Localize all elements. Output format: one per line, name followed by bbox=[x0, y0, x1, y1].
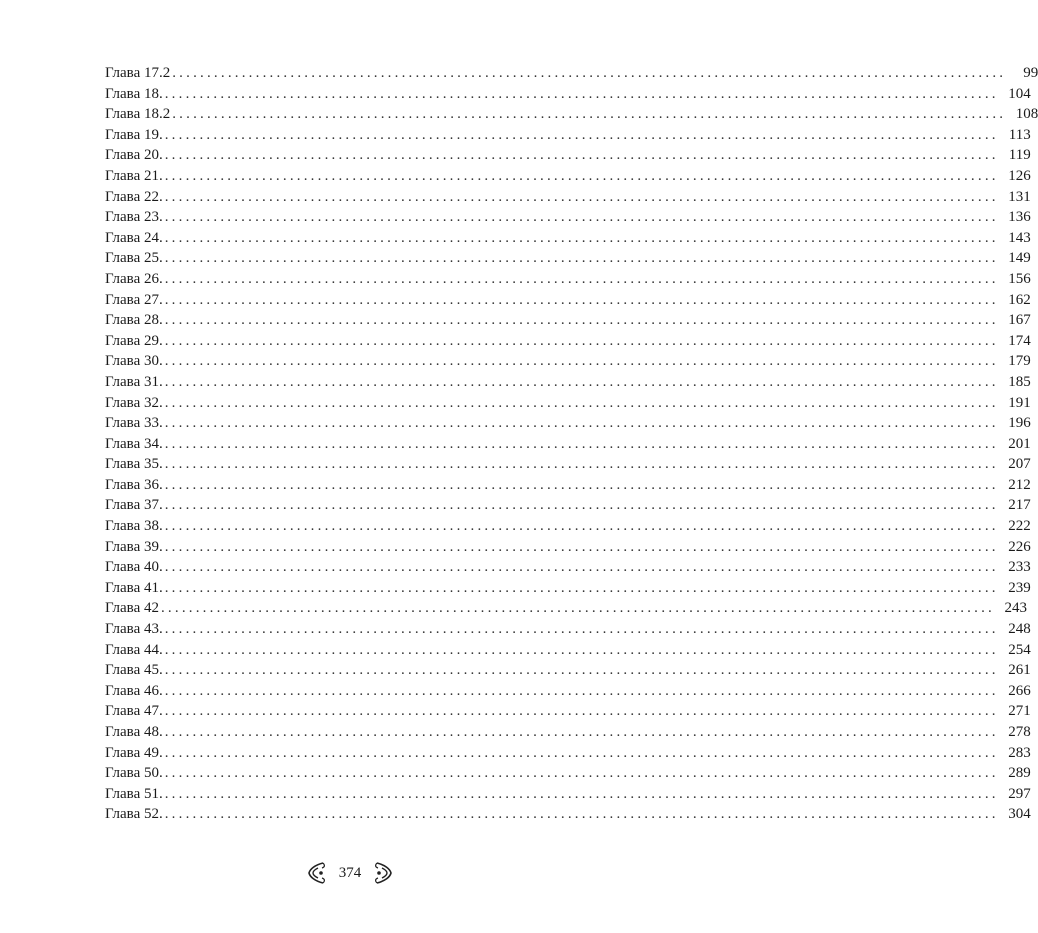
toc-entry[interactable] bbox=[105, 351, 1031, 372]
toc-entry-page-number: 113 bbox=[1008, 126, 1031, 143]
toc-entry[interactable] bbox=[105, 598, 1027, 619]
page-footer bbox=[0, 860, 700, 886]
toc-entry-page-number: 156 bbox=[1008, 270, 1031, 287]
dot-leader: ........................................................................................................................ bbox=[164, 394, 999, 411]
dot-leader: ........................................................................................................................ bbox=[164, 373, 999, 390]
toc-entry-title: Глава 33. bbox=[105, 415, 163, 432]
dot-leader: ........................................................................................................................ bbox=[164, 435, 999, 452]
dot-leader: ........................................................................................................................ bbox=[164, 621, 999, 638]
toc-entry-title: Глава 29. bbox=[105, 332, 163, 349]
toc-entry-page-number: 191 bbox=[1008, 394, 1031, 411]
toc-entry-title: Глава 36. bbox=[105, 476, 163, 493]
toc-entry[interactable] bbox=[105, 248, 1031, 269]
toc-entry-title: Глава 51. bbox=[105, 785, 163, 802]
toc-entry[interactable] bbox=[105, 166, 1031, 187]
dot-leader: ........................................................................................................................ bbox=[164, 229, 999, 246]
dot-leader: ........................................................................................................................ bbox=[164, 353, 999, 370]
dot-leader: ........................................................................................................................ bbox=[164, 147, 999, 164]
dot-leader: ........................................................................................................................ bbox=[172, 65, 1007, 81]
toc-entry-page-number: 174 bbox=[1008, 332, 1031, 349]
toc-entry-title: Глава 21. bbox=[105, 167, 163, 184]
toc-entry[interactable] bbox=[105, 207, 1031, 228]
left-ornament-icon bbox=[305, 860, 327, 886]
toc-entry-page-number: 266 bbox=[1008, 682, 1031, 699]
toc-entry-page-number: 185 bbox=[1008, 373, 1031, 390]
toc-entry[interactable] bbox=[105, 331, 1031, 352]
toc-entry-title: Глава 23. bbox=[105, 209, 163, 226]
toc-entry-title: Глава 44. bbox=[105, 641, 163, 658]
toc-entry-title: Глава 26. bbox=[105, 270, 163, 287]
dot-leader: ........................................................................................................................ bbox=[164, 332, 999, 349]
dot-leader: ........................................................................................................................ bbox=[164, 703, 999, 720]
toc-entry-title: Глава 42 bbox=[105, 600, 159, 617]
toc-entry[interactable] bbox=[105, 619, 1031, 640]
right-ornament-icon bbox=[373, 860, 395, 886]
toc-entry-title: Глава 38. bbox=[105, 518, 163, 535]
toc-entry[interactable] bbox=[105, 578, 1031, 599]
toc-entry[interactable] bbox=[105, 763, 1031, 784]
toc-entry-title: Глава 40. bbox=[105, 559, 163, 576]
dot-leader: ........................................................................................................................ bbox=[164, 188, 999, 205]
toc-entry[interactable] bbox=[105, 681, 1031, 702]
dot-leader: ........................................................................................................................ bbox=[164, 291, 999, 308]
toc-entry[interactable] bbox=[105, 537, 1031, 558]
toc-entry-page-number: 196 bbox=[1008, 415, 1031, 432]
table-of-contents bbox=[105, 63, 1038, 825]
dot-leader: ........................................................................................................................ bbox=[164, 806, 999, 823]
toc-entry[interactable] bbox=[105, 640, 1031, 661]
toc-entry[interactable] bbox=[105, 84, 1031, 105]
toc-entry[interactable] bbox=[105, 454, 1031, 475]
dot-leader: ........................................................................................................................ bbox=[164, 785, 999, 802]
toc-entry-page-number: 278 bbox=[1008, 724, 1031, 740]
toc-entry-title: Глава 18.2 bbox=[105, 106, 171, 123]
toc-entry-page-number: 283 bbox=[1008, 744, 1031, 761]
toc-entry[interactable] bbox=[105, 393, 1031, 414]
toc-entry-title: Глава 30. bbox=[105, 353, 163, 370]
toc-entry-page-number: 104 bbox=[1008, 85, 1031, 102]
toc-entry-page-number: 162 bbox=[1008, 291, 1031, 308]
dot-leader: ........................................................................................................................ bbox=[164, 744, 999, 761]
toc-entry-title: Глава 24. bbox=[105, 229, 163, 246]
toc-entry-title: Глава 39. bbox=[105, 538, 163, 555]
toc-entry[interactable] bbox=[105, 804, 1031, 825]
dot-leader: ........................................................................................................................ bbox=[164, 641, 999, 658]
toc-entry-title: Глава 48. bbox=[105, 724, 163, 740]
dot-leader: ........................................................................................................................ bbox=[164, 270, 999, 287]
dot-leader: ........................................................................................................................ bbox=[164, 765, 999, 782]
toc-entry[interactable] bbox=[105, 557, 1031, 578]
toc-entry-title: Глава 47. bbox=[105, 703, 163, 720]
toc-entry-title: Глава 18. bbox=[105, 85, 163, 102]
toc-entry-page-number: 136 bbox=[1008, 209, 1031, 226]
toc-entry-page-number: 254 bbox=[1008, 641, 1031, 658]
dot-leader: ........................................................................................................................ bbox=[164, 85, 999, 102]
toc-entry-page-number: 243 bbox=[1004, 600, 1027, 617]
toc-entry[interactable] bbox=[105, 784, 1031, 805]
toc-entry[interactable] bbox=[105, 701, 1031, 722]
dot-leader: ........................................................................................................................ bbox=[164, 724, 999, 740]
toc-entry-page-number: 207 bbox=[1008, 456, 1031, 473]
dot-leader: ........................................................................................................................ bbox=[164, 250, 999, 267]
toc-entry-title: Глава 50. bbox=[105, 765, 163, 782]
toc-entry[interactable] bbox=[105, 722, 1031, 743]
toc-entry-page-number: 167 bbox=[1008, 312, 1031, 329]
dot-leader: ........................................................................................................................ bbox=[164, 538, 999, 555]
dot-leader: ........................................................................................................................ bbox=[164, 497, 999, 514]
toc-entry-page-number: 179 bbox=[1008, 353, 1031, 370]
dot-leader: ........................................................................................................................ bbox=[164, 579, 999, 596]
toc-entry-page-number: 297 bbox=[1008, 785, 1031, 802]
toc-entry-title: Глава 20. bbox=[105, 147, 163, 164]
toc-entry[interactable] bbox=[105, 660, 1031, 681]
toc-entry[interactable] bbox=[105, 475, 1031, 496]
dot-leader: ........................................................................................................................ bbox=[164, 476, 999, 493]
toc-entry-page-number: 131 bbox=[1008, 188, 1031, 205]
toc-entry[interactable] bbox=[105, 104, 1038, 125]
toc-entry-title: Глава 27. bbox=[105, 291, 163, 308]
toc-entry-title: Глава 19. bbox=[105, 126, 163, 143]
dot-leader: ........................................................................................................................ bbox=[164, 415, 999, 432]
toc-entry-page-number: 239 bbox=[1008, 579, 1031, 596]
toc-entry-page-number: 212 bbox=[1008, 476, 1031, 493]
toc-entry-page-number: 201 bbox=[1008, 435, 1031, 452]
dot-leader: ........................................................................................................................ bbox=[160, 600, 995, 617]
toc-entry-title: Глава 35. bbox=[105, 456, 163, 473]
toc-entry-title: Глава 31. bbox=[105, 373, 163, 390]
toc-entry[interactable] bbox=[105, 269, 1031, 290]
toc-entry[interactable] bbox=[105, 310, 1031, 331]
dot-leader: ........................................................................................................................ bbox=[172, 106, 1007, 123]
dot-leader: ........................................................................................................................ bbox=[164, 456, 999, 473]
dot-leader: ........................................................................................................................ bbox=[164, 662, 999, 679]
toc-entry-page-number: 126 bbox=[1008, 167, 1031, 184]
toc-entry[interactable] bbox=[105, 516, 1031, 537]
dot-leader: ........................................................................................................................ bbox=[164, 559, 999, 576]
dot-leader: ........................................................................................................................ bbox=[164, 682, 999, 699]
toc-entry-title: Глава 52. bbox=[105, 806, 163, 823]
toc-entry-title: Глава 28. bbox=[105, 312, 163, 329]
toc-entry-page-number: 222 bbox=[1008, 518, 1031, 535]
toc-entry-page-number: 261 bbox=[1008, 662, 1031, 679]
toc-entry[interactable] bbox=[105, 228, 1031, 249]
toc-entry[interactable] bbox=[105, 413, 1031, 434]
toc-entry-title: Глава 17.2 bbox=[105, 65, 171, 81]
dot-leader: ........................................................................................................................ bbox=[164, 312, 999, 329]
toc-entry-page-number: 248 bbox=[1008, 621, 1031, 638]
toc-entry-page-number: 119 bbox=[1008, 147, 1031, 164]
toc-entry[interactable] bbox=[105, 434, 1031, 455]
toc-entry-page-number: 271 bbox=[1008, 703, 1031, 720]
toc-entry[interactable] bbox=[105, 290, 1031, 311]
toc-entry-page-number: 108 bbox=[1015, 106, 1038, 123]
toc-entry-title: Глава 46. bbox=[105, 682, 163, 699]
toc-entry-title: Глава 45. bbox=[105, 662, 163, 679]
toc-entry-title: Глава 43. bbox=[105, 621, 163, 638]
toc-entry-title: Глава 41. bbox=[105, 579, 163, 596]
toc-entry-page-number: 99 bbox=[1023, 65, 1038, 81]
dot-leader: ........................................................................................................................ bbox=[164, 209, 999, 226]
dot-leader: ........................................................................................................................ bbox=[164, 167, 999, 184]
toc-entry-page-number: 289 bbox=[1008, 765, 1031, 782]
toc-entry[interactable] bbox=[105, 63, 1038, 84]
toc-entry-page-number: 143 bbox=[1008, 229, 1031, 246]
toc-entry-title: Глава 37. bbox=[105, 497, 163, 514]
toc-entry[interactable] bbox=[105, 125, 1031, 146]
toc-entry-title: Глава 22. bbox=[105, 188, 163, 205]
toc-entry-title: Глава 34. bbox=[105, 435, 163, 452]
toc-entry[interactable] bbox=[105, 187, 1031, 208]
dot-leader: ........................................................................................................................ bbox=[164, 126, 999, 143]
toc-entry[interactable] bbox=[105, 372, 1031, 393]
toc-entry[interactable] bbox=[105, 145, 1031, 166]
toc-entry[interactable] bbox=[105, 743, 1031, 764]
toc-entry-page-number: 217 bbox=[1008, 497, 1031, 514]
toc-entry-title: Глава 32. bbox=[105, 394, 163, 411]
toc-entry-page-number: 233 bbox=[1008, 559, 1031, 576]
page-number: 374 bbox=[338, 864, 362, 881]
toc-entry-page-number: 149 bbox=[1008, 250, 1031, 267]
toc-entry-page-number: 226 bbox=[1008, 538, 1031, 555]
toc-entry-page-number: 304 bbox=[1008, 806, 1031, 823]
toc-entry-title: Глава 25. bbox=[105, 250, 163, 267]
toc-entry[interactable] bbox=[105, 495, 1031, 516]
toc-entry-title: Глава 49. bbox=[105, 744, 163, 761]
dot-leader: ........................................................................................................................ bbox=[164, 518, 999, 535]
